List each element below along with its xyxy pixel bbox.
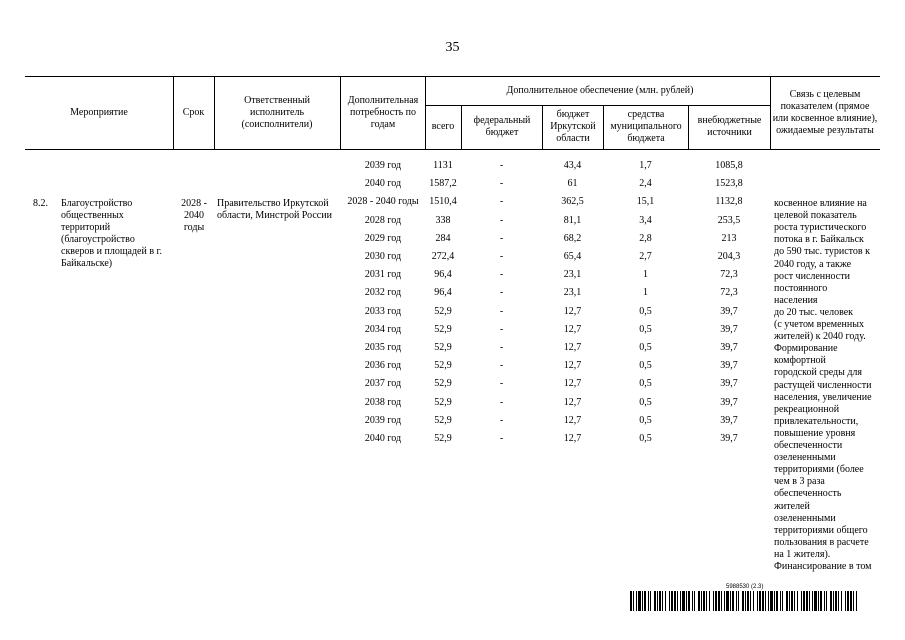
cell-total: 272,4 <box>431 251 455 262</box>
barcode-bar <box>736 591 737 611</box>
result-text-line: рост численности <box>774 270 850 282</box>
result-text-line: озелененными <box>774 452 836 464</box>
barcode-bar <box>665 591 666 611</box>
col-rule-7 <box>603 105 604 149</box>
cell-total: 96,4 <box>434 287 452 299</box>
barcode-bar <box>706 591 707 611</box>
cell-total: 338 <box>435 214 451 226</box>
barcode-bar <box>648 591 649 611</box>
barcode-bar <box>789 591 790 611</box>
barcode-bar <box>814 591 817 611</box>
barcode-bar <box>642 591 643 611</box>
barcode-bar <box>750 591 751 611</box>
cell-municipal: 2,8 <box>639 232 652 244</box>
barcode-bar <box>633 591 634 611</box>
cell-regional: 12,7 <box>563 323 582 335</box>
cell-extrabudget: 39,7 <box>720 414 738 426</box>
result-text-line: до 590 тыс. туристов к <box>774 246 870 258</box>
cell-municipal: 1 <box>643 287 648 299</box>
cell-extrabudget: 39,7 <box>720 433 738 444</box>
result-text-line: 2040 году, а также <box>774 258 852 270</box>
cell-federal: - <box>499 305 504 317</box>
barcode-bar <box>742 591 744 611</box>
cell-regional: 12,7 <box>563 360 582 372</box>
cell-extrabudget: 39,7 <box>720 305 738 317</box>
result-text-line: жителей) к 2040 году. <box>774 331 866 343</box>
cell-period: 2028 - 2040 годы <box>347 196 419 208</box>
header-regional: бюджет Иркутской области <box>550 109 596 144</box>
measure-name: Благоустройство общественных территорий (благоустройство скверов и площадей в г. Байкальске) <box>61 198 163 269</box>
result-text-line: чем в 3 раза <box>774 476 825 488</box>
barcode-bar <box>630 591 632 611</box>
cell-total: 52,9 <box>434 323 452 335</box>
result-text-line: Формирование <box>774 343 838 355</box>
col-rule-9 <box>770 76 771 149</box>
cell-regional: 23,1 <box>563 287 582 299</box>
cell-regional: 12,7 <box>563 305 582 317</box>
cell-regional: 23,1 <box>563 269 582 281</box>
barcode-bar <box>662 591 663 611</box>
barcode-bar <box>824 591 825 611</box>
barcode-bar <box>688 591 690 611</box>
cell-period: 2029 год <box>364 232 402 244</box>
barcode-bar <box>692 591 693 611</box>
cell-period: 2035 год <box>364 342 402 353</box>
header-total: всего <box>431 121 455 132</box>
cell-total: 1510,4 <box>429 196 457 208</box>
cell-federal: - <box>499 287 504 299</box>
barcode-bar <box>818 591 819 611</box>
cell-federal: - <box>499 323 504 335</box>
result-text-line: обеспеченности <box>774 440 843 451</box>
barcode-bar <box>801 591 802 611</box>
cell-municipal: 0,5 <box>639 342 652 353</box>
cell-total: 1587,2 <box>429 178 457 190</box>
barcode-bar <box>776 591 778 611</box>
barcode-bar <box>806 591 808 611</box>
barcode-bar <box>669 591 670 611</box>
header-municipal: средства муниципального бюджета <box>610 109 682 144</box>
barcode-bar <box>671 591 673 611</box>
cell-regional: 43,4 <box>563 160 582 171</box>
barcode-bar <box>794 591 795 611</box>
barcode-bar <box>674 591 676 611</box>
cell-period: 2030 год <box>364 251 402 262</box>
barcode-bar <box>812 591 813 611</box>
barcode-bar <box>753 591 754 611</box>
barcode-bar <box>730 591 731 611</box>
cell-period: 2040 год <box>364 178 402 190</box>
col-rule-5 <box>461 105 462 149</box>
barcode-bar <box>654 591 656 611</box>
barcode-bar <box>768 591 769 611</box>
cell-municipal: 0,5 <box>639 414 652 426</box>
header-link: Связь с целевым показателем (прямое или косвенное влияние), ожидаемые результаты <box>772 88 878 136</box>
barcode-bar <box>657 591 658 611</box>
barcode-bar <box>644 591 646 611</box>
result-text-line: растущей численности <box>774 379 872 391</box>
cell-regional: 68,2 <box>563 232 582 244</box>
result-text-line: территориями (более <box>774 464 864 476</box>
cell-municipal: 0,5 <box>639 396 652 408</box>
cell-extrabudget: 72,3 <box>720 269 738 281</box>
barcode-bar <box>780 591 781 611</box>
cell-municipal: 0,5 <box>639 323 652 335</box>
barcode-bar <box>856 591 857 611</box>
cell-municipal: 0,5 <box>639 433 652 444</box>
cell-federal: - <box>499 232 504 244</box>
cell-extrabudget: 1523,8 <box>715 178 743 190</box>
barcode-bar <box>782 591 783 611</box>
cell-regional: 81,1 <box>563 214 582 226</box>
barcode-bar <box>726 591 729 611</box>
barcode-bar <box>762 591 764 611</box>
barcode-caption: 5988530 (2.3) <box>726 584 764 590</box>
barcode-bar <box>694 591 695 611</box>
cell-federal: - <box>499 378 504 390</box>
barcode-bar <box>791 591 793 611</box>
measure-number: 8.2. <box>33 198 48 209</box>
cell-extrabudget: 1085,8 <box>715 160 743 171</box>
cell-period: 2034 год <box>364 323 402 335</box>
barcode-bar <box>830 591 832 611</box>
col-rule-2 <box>214 76 215 149</box>
cell-extrabudget: 39,7 <box>720 378 738 390</box>
page-number: 35 <box>445 40 460 55</box>
barcode <box>630 591 858 611</box>
header-extra-group: Дополнительное обеспечение (млн. рублей) <box>506 84 694 96</box>
cell-extrabudget: 39,7 <box>720 360 738 372</box>
cell-municipal: 0,5 <box>639 378 652 390</box>
result-text-line: на 1 жителя). <box>774 548 831 560</box>
result-text-line: жителей <box>774 500 810 512</box>
result-text-line: Финансирование в том <box>774 561 872 572</box>
cell-regional: 12,7 <box>563 378 582 390</box>
cell-extrabudget: 213 <box>721 232 737 244</box>
cell-federal: - <box>499 178 504 190</box>
cell-municipal: 2,7 <box>639 251 652 262</box>
cell-regional: 61 <box>567 178 578 190</box>
header-term: Срок <box>182 106 205 118</box>
header-extrabudget: внебюджетные источники <box>697 115 762 138</box>
cell-municipal: 0,5 <box>639 360 652 372</box>
barcode-bar <box>786 591 788 611</box>
barcode-bar <box>845 591 846 611</box>
cell-municipal: 3,4 <box>639 214 652 226</box>
result-text-line: повышение уровня <box>774 427 856 439</box>
header-need: Дополнительная потребность по годам <box>347 94 419 130</box>
barcode-bar <box>682 591 685 611</box>
result-text-line: косвенное влияние на <box>774 198 867 209</box>
cell-total: 1131 <box>433 160 453 171</box>
cell-total: 284 <box>435 232 451 244</box>
barcode-bar <box>745 591 746 611</box>
cell-federal: - <box>499 251 504 262</box>
barcode-bar <box>703 591 705 611</box>
cell-federal: - <box>499 214 504 226</box>
barcode-bar <box>833 591 834 611</box>
barcode-bar <box>747 591 749 611</box>
barcode-bar <box>820 591 822 611</box>
result-text-line: озелененными <box>774 512 836 524</box>
result-text-line: целевой показатель <box>774 210 857 222</box>
barcode-bar <box>826 591 827 611</box>
barcode-bar <box>677 591 678 611</box>
barcode-bar <box>701 591 702 611</box>
result-text-line: пользования в расчете <box>774 536 869 548</box>
barcode-bar <box>732 591 734 611</box>
header-measure: Мероприятие <box>70 106 128 118</box>
result-text-line: городской среды для <box>774 367 863 379</box>
result-text-line: до 20 тыс. человек <box>774 306 854 318</box>
barcode-bar <box>698 591 700 611</box>
barcode-bar <box>803 591 805 611</box>
barcode-bar <box>841 591 842 611</box>
cell-regional: 12,7 <box>563 414 582 426</box>
cell-total: 52,9 <box>434 433 452 444</box>
barcode-bar <box>765 591 766 611</box>
barcode-bar <box>638 591 641 611</box>
cell-regional: 65,4 <box>563 251 582 262</box>
barcode-bar <box>680 591 681 611</box>
barcode-bar <box>797 591 798 611</box>
result-text-line: (с учетом временных <box>774 319 864 330</box>
cell-period: 2039 год <box>364 414 402 426</box>
cell-period: 2032 год <box>364 287 402 299</box>
barcode-bar <box>838 591 839 611</box>
result-text-line: комфортной <box>774 355 826 367</box>
cell-municipal: 2,4 <box>639 178 652 190</box>
barcode-bar <box>774 591 775 611</box>
cell-municipal: 1,7 <box>639 160 652 171</box>
barcode-bar <box>850 591 852 611</box>
cell-federal: - <box>499 160 504 171</box>
cell-extrabudget: 39,7 <box>720 396 738 408</box>
barcode-bar <box>709 591 710 611</box>
barcode-bar <box>650 591 651 611</box>
cell-period: 2036 год <box>364 360 402 372</box>
cell-total: 52,9 <box>434 396 452 408</box>
barcode-bar <box>770 591 773 611</box>
cell-extrabudget: 253,5 <box>717 214 741 226</box>
cell-federal: - <box>499 196 504 208</box>
cell-federal: - <box>499 269 504 281</box>
cell-period: 2038 год <box>364 396 402 408</box>
barcode-bar <box>659 591 661 611</box>
header-federal: федеральный бюджет <box>473 115 531 138</box>
barcode-bar <box>636 591 637 611</box>
cell-period: 2031 год <box>364 269 402 281</box>
result-text-line: потока в г. Байкальск <box>774 234 864 246</box>
barcode-bar <box>713 591 714 611</box>
result-text-line: населения <box>774 294 818 306</box>
cell-municipal: 1 <box>643 269 648 281</box>
barcode-bar <box>853 591 854 611</box>
cell-total: 52,9 <box>434 305 452 317</box>
result-text-line: обеспеченность <box>774 488 842 500</box>
cell-federal: - <box>499 360 504 372</box>
cell-extrabudget: 204,3 <box>717 251 741 262</box>
cell-regional: 12,7 <box>563 342 582 353</box>
result-text-line: населения, увеличение <box>774 391 872 403</box>
result-text-line: рекреационной <box>774 403 840 415</box>
barcode-bar <box>847 591 849 611</box>
header-executor: Ответственный исполнитель (соисполнители) <box>241 94 313 130</box>
barcode-bar <box>757 591 758 611</box>
cell-period: 2039 год <box>364 160 402 171</box>
result-text-line: привлекательности, <box>774 415 859 427</box>
measure-executor: Правительство Иркутской области, Минстрой России <box>217 198 332 221</box>
cell-extrabudget: 39,7 <box>720 323 738 335</box>
table-header-bottom-rule <box>25 149 880 150</box>
cell-period: 2033 год <box>364 305 402 317</box>
barcode-bar <box>715 591 717 611</box>
cell-extrabudget: 72,3 <box>720 287 738 299</box>
barcode-bar <box>686 591 687 611</box>
cell-extrabudget: 1132,8 <box>715 196 743 208</box>
barcode-bar <box>835 591 837 611</box>
cell-period: 2037 год <box>364 378 402 390</box>
measure-term: 2028 - 2040 годы <box>181 198 207 233</box>
cell-federal: - <box>499 414 504 426</box>
cell-municipal: 0,5 <box>639 305 652 317</box>
cell-regional: 12,7 <box>563 396 582 408</box>
result-text-line: территориями общего <box>774 524 868 536</box>
cell-extrabudget: 39,7 <box>720 342 738 353</box>
cell-period: 2040 год <box>364 433 402 444</box>
barcode-bar <box>738 591 739 611</box>
result-text-line: роста туристического <box>774 222 867 234</box>
barcode-bar <box>724 591 725 611</box>
cell-municipal: 15,1 <box>636 196 655 208</box>
cell-federal: - <box>499 433 504 444</box>
cell-total: 52,9 <box>434 414 452 426</box>
cell-period: 2028 год <box>364 214 402 226</box>
barcode-bar <box>809 591 810 611</box>
cell-regional: 362,5 <box>561 196 584 208</box>
result-text-line: постоянного <box>774 282 828 294</box>
cell-federal: - <box>499 342 504 353</box>
cell-federal: - <box>499 396 504 408</box>
cell-total: 52,9 <box>434 360 452 372</box>
cell-total: 52,9 <box>434 378 452 390</box>
cell-total: 96,4 <box>434 269 452 281</box>
cell-total: 52,9 <box>434 342 452 353</box>
barcode-bar <box>718 591 720 611</box>
barcode-bar <box>721 591 722 611</box>
barcode-bar <box>759 591 761 611</box>
cell-regional: 12,7 <box>563 433 582 444</box>
